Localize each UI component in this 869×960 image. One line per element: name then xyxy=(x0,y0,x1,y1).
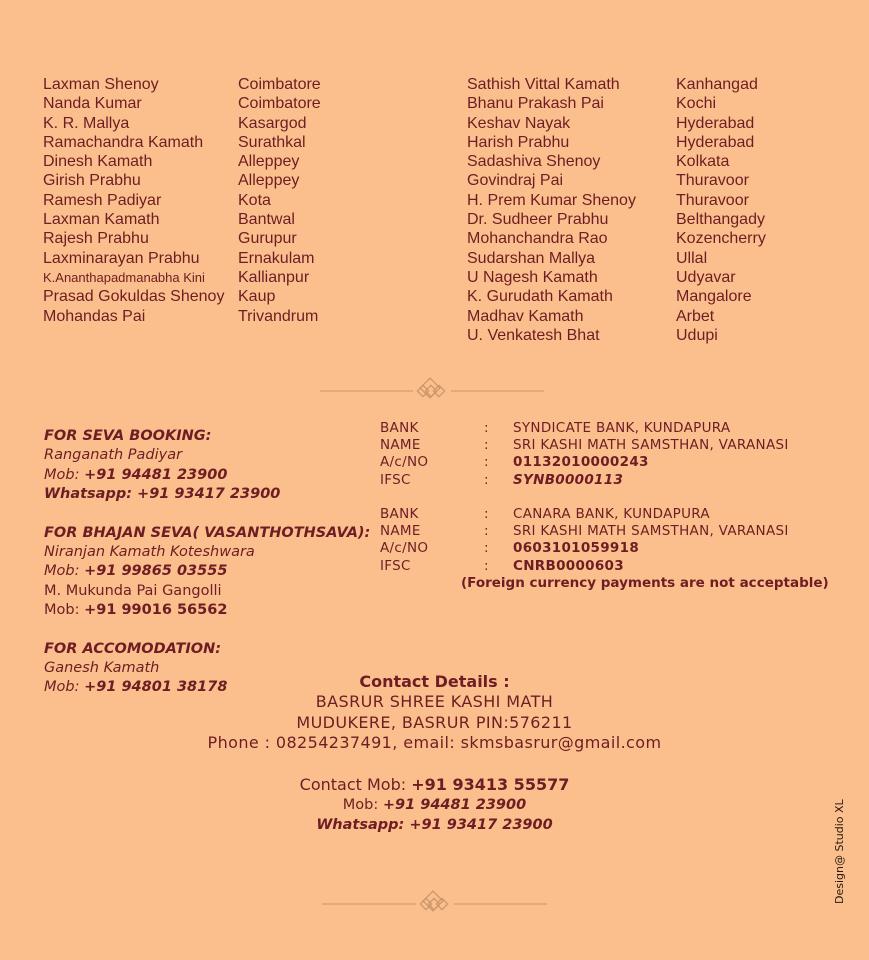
donor-row xyxy=(43,249,321,268)
donor-place: Kaup xyxy=(238,288,276,306)
contact-details xyxy=(0,671,869,835)
bhajan-mob-1: Mob: +91 99865 03555 xyxy=(44,563,228,580)
seva-heading: FOR SEVA BOOKING: xyxy=(44,428,212,444)
contact-whatsapp: Whatsapp: +91 93417 23900 xyxy=(316,816,553,833)
donor-place: Kanhangad xyxy=(676,76,758,93)
bhajan-mob-2: Mob: +91 99016 56562 xyxy=(44,602,228,619)
donor-name: U Nagesh Kamath xyxy=(467,268,598,286)
ifsc-code: CNRB0000603 xyxy=(513,557,624,574)
donor-list-left xyxy=(43,75,321,326)
donor-row xyxy=(43,133,321,152)
contact-org: BASRUR SHREE KASHI MATH xyxy=(315,692,554,711)
donor-name: H. Prem Kumar Shenoy xyxy=(467,191,636,209)
donor-row xyxy=(43,287,321,306)
foreign-currency-note: (Foreign currency payments are not acceptable) xyxy=(461,575,829,591)
donor-place: Kasargod xyxy=(238,114,307,132)
donor-row xyxy=(467,249,766,268)
donor-name: Govindraj Pai xyxy=(467,172,564,190)
bhajan-heading: FOR BHAJAN SEVA( VASANTHOTHSAVA): xyxy=(44,524,371,541)
bank-name: CANARA BANK, KUNDAPURA xyxy=(513,506,710,522)
donor-name: Girish Prabhu xyxy=(43,172,141,190)
donor-row xyxy=(467,152,766,171)
donor-name: Bhanu Prakash Pai xyxy=(467,95,604,113)
contact-address: MUDUKERE, BASRUR PIN:576211 xyxy=(296,712,573,732)
contact-info-block xyxy=(44,427,370,698)
donor-place: Udupi xyxy=(676,326,718,344)
donor-place: Belthangady xyxy=(676,211,765,229)
donor-row xyxy=(43,171,321,190)
seva-person: Ranganath Padiyar xyxy=(44,447,183,464)
donor-row xyxy=(43,191,321,210)
bhajan-person-1: Niranjan Kamath Koteshwara xyxy=(44,544,255,561)
account-name: SRI KASHI MATH SAMSTHAN, VARANASI xyxy=(513,523,789,540)
accomodation-heading: FOR ACCOMODATION: xyxy=(44,640,222,657)
donor-place: Kozencherry xyxy=(676,230,766,248)
donor-place: Mangalore xyxy=(676,288,752,306)
donor-row xyxy=(43,75,321,94)
donor-row xyxy=(43,152,321,171)
donor-row xyxy=(467,229,766,248)
donor-name: Ramachandra Kamath xyxy=(43,133,204,151)
donor-place: Hyderabad xyxy=(676,133,755,151)
donor-row xyxy=(467,326,766,345)
donor-place: Kallianpur xyxy=(238,268,310,286)
donor-place: Coimbatore xyxy=(238,76,321,93)
donor-row xyxy=(43,114,321,133)
donor-place: Kota xyxy=(238,191,271,209)
donor-row xyxy=(43,210,321,229)
donor-name: Rajesh Prabhu xyxy=(43,230,149,248)
ornament-divider-top xyxy=(0,376,869,406)
bhajan-person-2: M. Mukunda Pai Gangolli xyxy=(44,582,222,599)
donor-place: Udyavar xyxy=(676,268,736,286)
donor-name: U. Venkatesh Bhat xyxy=(467,326,600,344)
donor-place: Thuravoor xyxy=(676,172,749,190)
donor-name: Sathish Vittal Kamath xyxy=(467,76,620,93)
donor-name: Laxman Kamath xyxy=(43,211,160,229)
donor-place: Trivandrum xyxy=(238,307,319,325)
design-credit: Design@ Studio XL xyxy=(833,799,846,904)
donor-name: Mohanchandra Rao xyxy=(467,230,608,248)
donor-name: Dr. Sudheer Prabhu xyxy=(467,211,609,229)
donor-name: K. R. Mallya xyxy=(43,114,130,132)
donor-name: Sadashiva Shenoy xyxy=(467,153,601,171)
donor-place: Kochi xyxy=(676,95,717,113)
donor-row xyxy=(467,210,766,229)
donor-place: Alleppey xyxy=(238,172,300,190)
account-number: 0603101059918 xyxy=(513,540,640,557)
donor-place: Ernakulam xyxy=(238,249,315,267)
donor-name: Laxman Shenoy xyxy=(43,76,159,93)
donor-name: Ramesh Padiyar xyxy=(43,191,162,209)
donor-row xyxy=(467,75,766,94)
donor-name: Mohandas Pai xyxy=(43,307,146,325)
donor-row xyxy=(43,307,321,326)
donor-row xyxy=(467,171,766,190)
accomodation-mob: Mob: +91 94801 38178 xyxy=(44,679,228,696)
donor-name: Nanda Kumar xyxy=(43,95,142,113)
donor-name: K.Ananthapadmanabha Kini xyxy=(43,269,205,285)
donor-row xyxy=(43,229,321,248)
contact-mob: Contact Mob: +91 93413 55577 xyxy=(299,774,570,794)
donor-row xyxy=(43,268,321,287)
donor-place: Thuravoor xyxy=(676,191,749,209)
contact-phone-email: Phone : 08254237491, email: skmsbasrur@gmail.com xyxy=(207,733,662,752)
donor-name: Sudarshan Mallya xyxy=(467,249,596,267)
donor-place: Bantwal xyxy=(238,211,295,229)
donor-place: Gurupur xyxy=(238,230,297,248)
bank-name: SYNDICATE BANK, KUNDAPURA xyxy=(513,420,731,436)
accomodation-person: Ganesh Kamath xyxy=(44,660,160,677)
contact-mob-2: Mob: +91 94481 23900 xyxy=(342,796,527,813)
contact-title: Contact Details : xyxy=(359,672,510,691)
donor-place: Ullal xyxy=(676,249,708,267)
donor-name: Prasad Gokuldas Shenoy xyxy=(43,288,225,306)
donor-name: Madhav Kamath xyxy=(467,307,584,325)
donor-row xyxy=(467,191,766,210)
donor-name: Laxminarayan Prabhu xyxy=(43,249,200,267)
ifsc-code: SYNB0000113 xyxy=(513,471,624,488)
donor-place: Coimbatore xyxy=(238,95,321,113)
bank-details-syndicate: BANK : SYNDICATE BANK, KUNDAPURA NAME : SRI KASHI MATH SAMSTHAN, VARANASI A/c/NO : 01132010000243 IFSC : SYNB0000113 xyxy=(380,420,789,488)
donor-list-right xyxy=(467,75,766,345)
donor-place: Surathkal xyxy=(238,133,306,151)
account-number: 01132010000243 xyxy=(513,454,649,471)
donor-name: Keshav Nayak xyxy=(467,114,571,132)
donor-row xyxy=(467,307,766,326)
donor-row xyxy=(467,114,766,133)
donor-row xyxy=(467,94,766,113)
donor-row xyxy=(43,94,321,113)
donor-place: Arbet xyxy=(676,307,715,325)
donor-name: Dinesh Kamath xyxy=(43,153,153,171)
bank-details-canara: BANK : CANARA BANK, KUNDAPURA NAME : SRI KASHI MATH SAMSTHAN, VARANASI A/c/NO : 0603101059918 IFSC : CNRB0000603 xyxy=(380,506,789,574)
donor-row xyxy=(467,133,766,152)
donor-place: Alleppey xyxy=(238,153,300,171)
donor-row xyxy=(467,268,766,287)
donor-row xyxy=(467,287,766,306)
donor-name: K. Gurudath Kamath xyxy=(467,288,613,306)
seva-whatsapp: Whatsapp: +91 93417 23900 xyxy=(44,486,281,503)
seva-mob: Mob: +91 94481 23900 xyxy=(44,466,228,483)
donor-place: Hyderabad xyxy=(676,114,755,132)
donor-place: Kolkata xyxy=(676,153,730,171)
account-name: SRI KASHI MATH SAMSTHAN, VARANASI xyxy=(513,437,789,454)
ornament-divider-bottom xyxy=(0,889,869,919)
donor-name: Harish Prabhu xyxy=(467,133,570,151)
